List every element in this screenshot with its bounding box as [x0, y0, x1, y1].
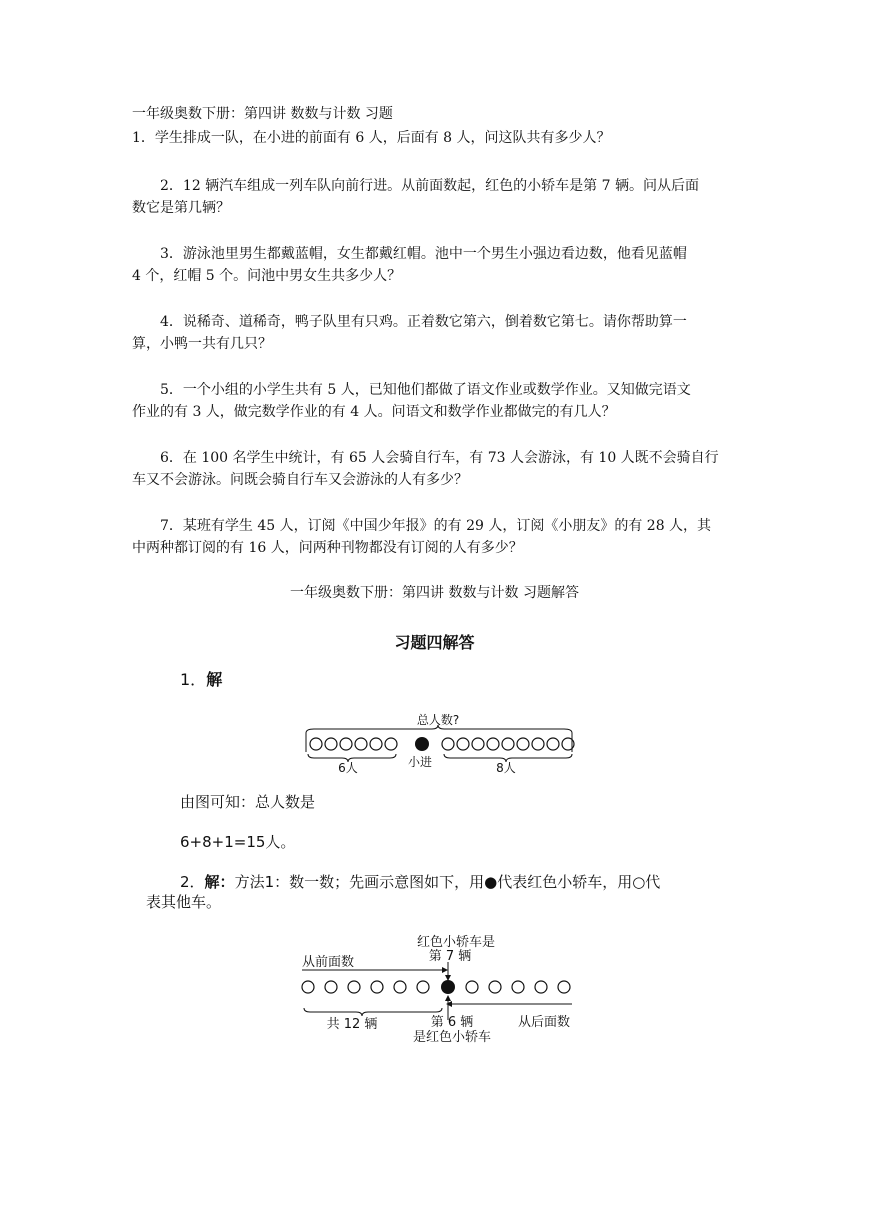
question-line: 5．一个小组的小学生共有 5 人，已知他们都做了语文作业或数学作业。又知做完语文 [160, 382, 691, 398]
question-line: 6．在 100 名学生中统计，有 65 人会骑自行车，有 73 人会游泳，有 10 人既不会骑自行 [160, 450, 719, 466]
question-line: 作业的有 3 人，做完数学作业的有 4 人。问语文和数学作业都做完的有几人？ [132, 404, 616, 420]
figure2-top1: 红色小轿车是 [416, 935, 496, 950]
red-car-dot [441, 980, 455, 994]
answer-number: 1． [180, 670, 207, 689]
figure2-bottom2: 是红色小轿车 [412, 1030, 492, 1045]
figure2-top2: 第 7 辆 [428, 949, 472, 964]
figure-car-queue-diagram [296, 928, 586, 1048]
figure-total-label: 总人数? [416, 713, 460, 727]
figure-left-count: 6人 [338, 761, 358, 775]
answer-2-line1 [180, 872, 660, 892]
answers-heading: 习题四解答 [394, 633, 475, 652]
header-title: 一年级奥数下册：第四讲 数数与计数 习题 [132, 106, 393, 122]
car-circles-left [302, 981, 429, 993]
question-line: 4．说稀奇、道稀奇，鸭子队里有只鸡。正着数它第六，倒着数它第七。请你帮助算一 [160, 314, 687, 330]
figure2-bottom1: 第 6 辆 [430, 1015, 474, 1030]
answer-solve-label: 解 [206, 670, 223, 689]
question-line: 中两种都订阅的有 16 人，问两种刊物都没有订阅的人有多少？ [132, 540, 523, 556]
question-line: 3．游泳池里男生都戴蓝帽，女生都戴红帽。池中一个男生小强边看边数，他看见蓝帽 [160, 246, 687, 262]
question-line: 数它是第几辆？ [132, 200, 230, 216]
answer-number: 2． [180, 873, 205, 891]
answer-2-text: 方法1：数一数；先画示意图如下，用●代表红色小轿车，用○代 [234, 873, 661, 891]
figure2-front: 从前面数 [302, 955, 355, 970]
answer-solve-label: 解： [204, 873, 235, 891]
question-line: 算，小鸭一共有几只？ [132, 336, 272, 352]
car-circles-right [466, 981, 570, 993]
question-line: 1．学生排成一队，在小进的前面有 6 人，后面有 8 人，问这队共有多少人？ [132, 130, 611, 146]
xiaojin-dot [415, 737, 429, 751]
left-circles [310, 738, 397, 750]
figure-xiaojin-label: 小进 [407, 755, 433, 769]
figure-queue-diagram [296, 706, 586, 776]
figure2-back: 从后面数 [518, 1015, 571, 1030]
answer-2-line2: 表其他车。 [146, 893, 222, 911]
answer-1-text1: 由图可知：总人数是 [180, 793, 316, 811]
answer-1-label [180, 670, 222, 690]
question-line: 7．某班有学生 45 人，订阅《中国少年报》的有 29 人，订阅《小朋友》的有 28 人，其 [160, 518, 712, 534]
right-circles [442, 738, 574, 750]
answer-1-text2: 6+8+1=15人。 [180, 833, 296, 851]
figure2-total: 共 12 辆 [326, 1017, 378, 1032]
answers-title: 一年级奥数下册：第四讲 数数与计数 习题解答 [290, 585, 579, 601]
figure-right-count: 8人 [496, 761, 516, 775]
question-line: 车又不会游泳。问既会骑自行车又会游泳的人有多少？ [132, 472, 468, 488]
question-line: 2．12 辆汽车组成一列车队向前行进。从前面数起，红色的小轿车是第 7 辆。问从后面 [160, 178, 699, 194]
question-line: 4 个，红帽 5 个。问池中男女生共多少人？ [132, 268, 402, 284]
